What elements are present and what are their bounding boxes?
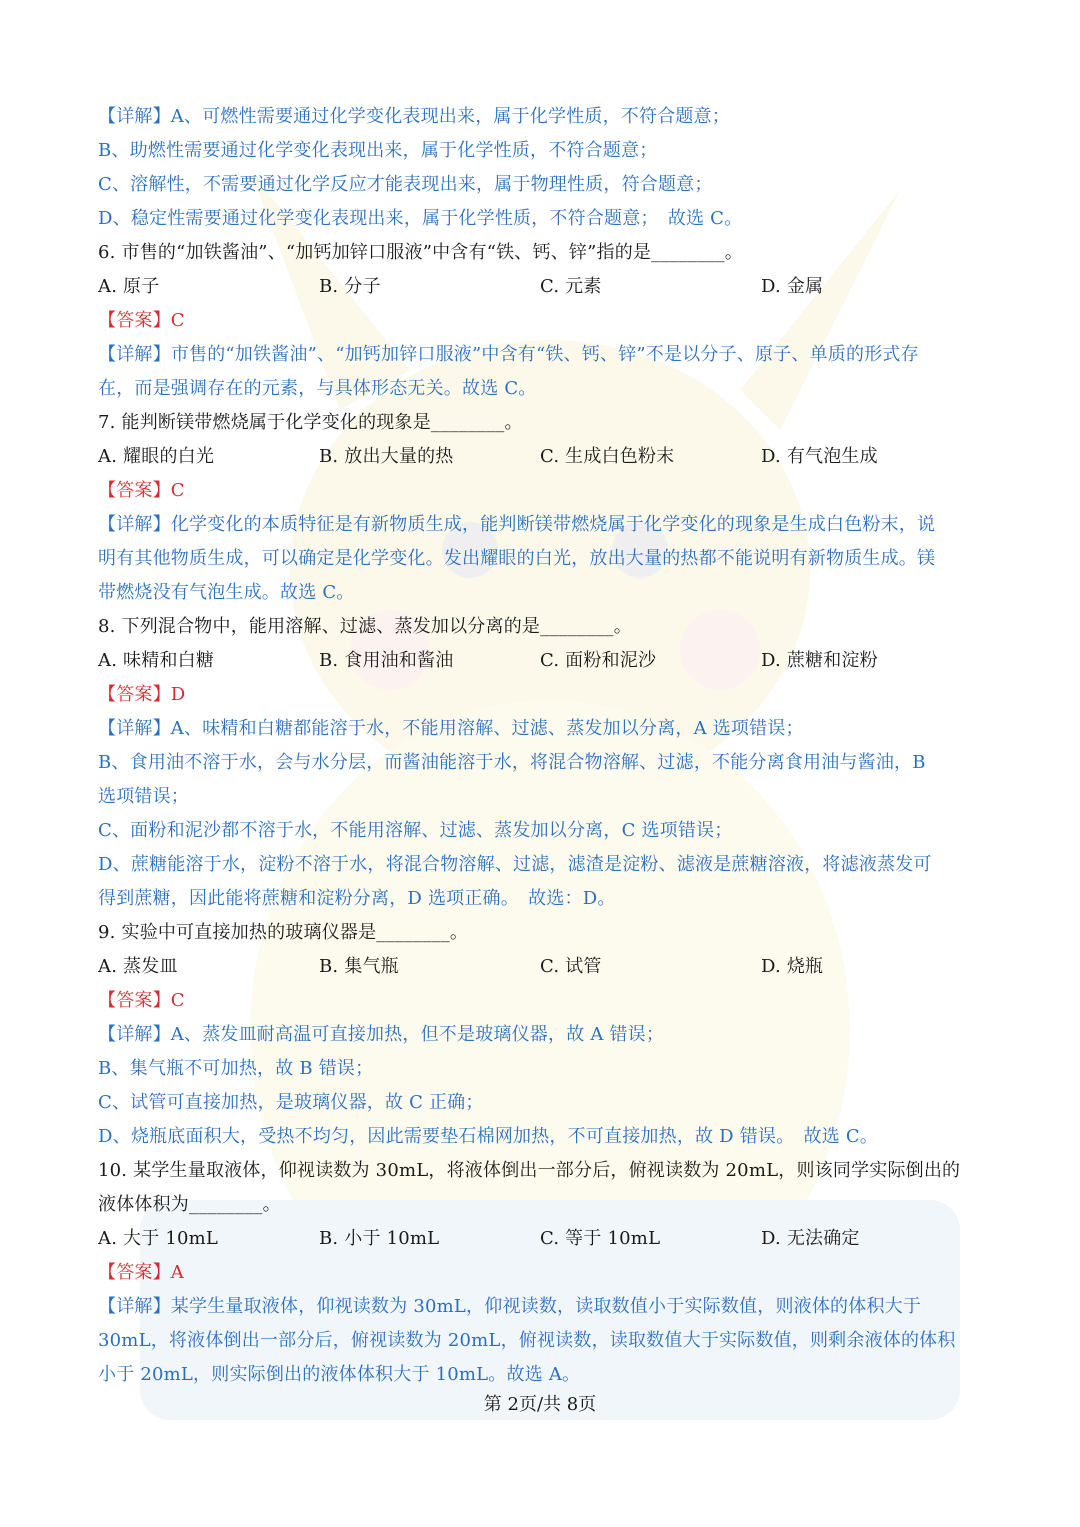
detail-line: D、稳定性需要通过化学变化表现出来，属于化学性质，不符合题意； 故选 C。	[98, 208, 743, 229]
answer-line: 【答案】C	[98, 310, 185, 331]
option-item: C. 生成白色粉末	[540, 446, 675, 467]
option-item: D. 有气泡生成	[761, 446, 878, 467]
detail-line: B、集气瓶不可加热，故 B 错误；	[98, 1058, 374, 1079]
detail-line: C、面粉和泥沙都不溶于水，不能用溶解、过滤、蒸发加以分离，C 选项错误；	[98, 820, 733, 841]
options-row	[98, 950, 982, 984]
detail-line: 【详解】A、蒸发皿耐高温可直接加热，但不是玻璃仪器，故 A 错误；	[98, 1024, 665, 1045]
option-item: B. 放出大量的热	[319, 446, 454, 467]
detail-line: C、试管可直接加热，是玻璃仪器，故 C 正确；	[98, 1092, 484, 1113]
option-item: A. 蒸发皿	[98, 956, 178, 977]
question-block	[98, 1154, 982, 1392]
detail-line: 【详解】某学生量取液体，仰视读数为 30mL，仰视读数，读取数值小于实际数值，则液体的体积大于	[98, 1296, 922, 1317]
answer-line: 【答案】C	[98, 990, 185, 1011]
option-item: B. 分子	[319, 276, 381, 297]
detail-line: 带燃烧没有气泡生成。故选 C。	[98, 582, 355, 603]
detail-line: 明有其他物质生成，可以确定是化学变化。发出耀眼的白光，放出大量的热都不能说明有新物质生成。镁	[98, 548, 936, 569]
option-item: A. 大于 10mL	[98, 1228, 219, 1249]
detail-line: 【详解】市售的“加铁酱油”、“加钙加锌口服液”中含有“铁、钙、锌”不是以分子、原子、单质的形式存	[98, 344, 919, 365]
option-item: D. 蔗糖和淀粉	[761, 650, 878, 671]
option-item: C. 等于 10mL	[540, 1228, 661, 1249]
option-item: B. 食用油和酱油	[319, 650, 454, 671]
option-item: D. 烧瓶	[761, 956, 824, 977]
detail-line: 得到蔗糖，因此能将蔗糖和淀粉分离，D 选项正确。 故选：D。	[98, 888, 616, 909]
option-item: C. 试管	[540, 956, 602, 977]
detail-line: 【详解】A、味精和白糖都能溶于水，不能用溶解、过滤、蒸发加以分离，A 选项错误；	[98, 718, 804, 739]
option-item: D. 无法确定	[761, 1228, 860, 1249]
detail-line: 选项错误；	[98, 786, 189, 807]
question-block	[98, 610, 982, 916]
question-block	[98, 236, 982, 406]
detail-line: 【详解】化学变化的本质特征是有新物质生成，能判断镁带燃烧属于化学变化的现象是生成白色粉末，说	[98, 514, 936, 535]
option-item: A. 味精和白糖	[98, 650, 215, 671]
options-row	[98, 440, 982, 474]
detail-line: 在，而是强调存在的元素，与具体形态无关。故选 C。	[98, 378, 537, 399]
option-item: C. 元素	[540, 276, 602, 297]
question-stem: 6. 市售的“加铁酱油”、“加钙加锌口服液”中含有“铁、钙、锌”指的是________。	[98, 242, 743, 263]
question-list	[98, 236, 982, 1392]
option-item: A. 耀眼的白光	[98, 446, 215, 467]
question-block	[98, 916, 982, 1154]
question-stem: 8. 下列混合物中，能用溶解、过滤、蒸发加以分离的是________。	[98, 616, 632, 637]
options-row	[98, 644, 982, 678]
option-item: B. 小于 10mL	[319, 1228, 440, 1249]
options-row	[98, 1222, 982, 1256]
document-page	[98, 100, 982, 1392]
detail-line: C、溶解性，不需要通过化学反应才能表现出来，属于物理性质，符合题意；	[98, 174, 713, 195]
page-footer: 第 2页/共 8页	[483, 1394, 597, 1415]
detail-line: 【详解】A、可燃性需要通过化学变化表现出来，属于化学性质，不符合题意；	[98, 106, 730, 127]
detail-line: D、烧瓶底面积大，受热不均匀，因此需要垫石棉网加热，不可直接加热，故 D 错误。 故选 C。	[98, 1126, 878, 1147]
question-stem: 液体体积为________。	[98, 1194, 281, 1215]
question-stem: 10. 某学生量取液体，仰视读数为 30mL，将液体倒出一部分后，俯视读数为 20mL，则该同学实际倒出的	[98, 1160, 961, 1181]
question-block	[98, 406, 982, 610]
detail-line: D、蔗糖能溶于水，淀粉不溶于水，将混合物溶解、过滤，滤渣是淀粉、滤液是蔗糖溶液，将滤液蒸发可	[98, 854, 932, 875]
question-stem: 7. 能判断镁带燃烧属于化学变化的现象是________。	[98, 412, 523, 433]
answer-line: 【答案】D	[98, 684, 186, 705]
detail-line: B、助燃性需要通过化学变化表现出来，属于化学性质，不符合题意；	[98, 140, 658, 161]
detail-line: 30mL，将液体倒出一部分后，俯视读数为 20mL，俯视读数，读取数值大于实际数值，则剩余液体的体积	[98, 1330, 956, 1351]
answer-line: 【答案】C	[98, 480, 185, 501]
options-row	[98, 270, 982, 304]
option-item: C. 面粉和泥沙	[540, 650, 657, 671]
detail-line: 小于 20mL，则实际倒出的液体体积大于 10mL。故选 A。	[98, 1364, 581, 1385]
question-stem: 9. 实验中可直接加热的玻璃仪器是________。	[98, 922, 469, 943]
option-item: A. 原子	[98, 276, 160, 297]
option-item: B. 集气瓶	[319, 956, 399, 977]
option-item: D. 金属	[761, 276, 824, 297]
previous-detail-block	[98, 100, 982, 236]
answer-line: 【答案】A	[98, 1262, 184, 1283]
detail-line: B、食用油不溶于水，会与水分层，而酱油能溶于水，将混合物溶解、过滤，不能分离食用油与酱油，B	[98, 752, 926, 773]
